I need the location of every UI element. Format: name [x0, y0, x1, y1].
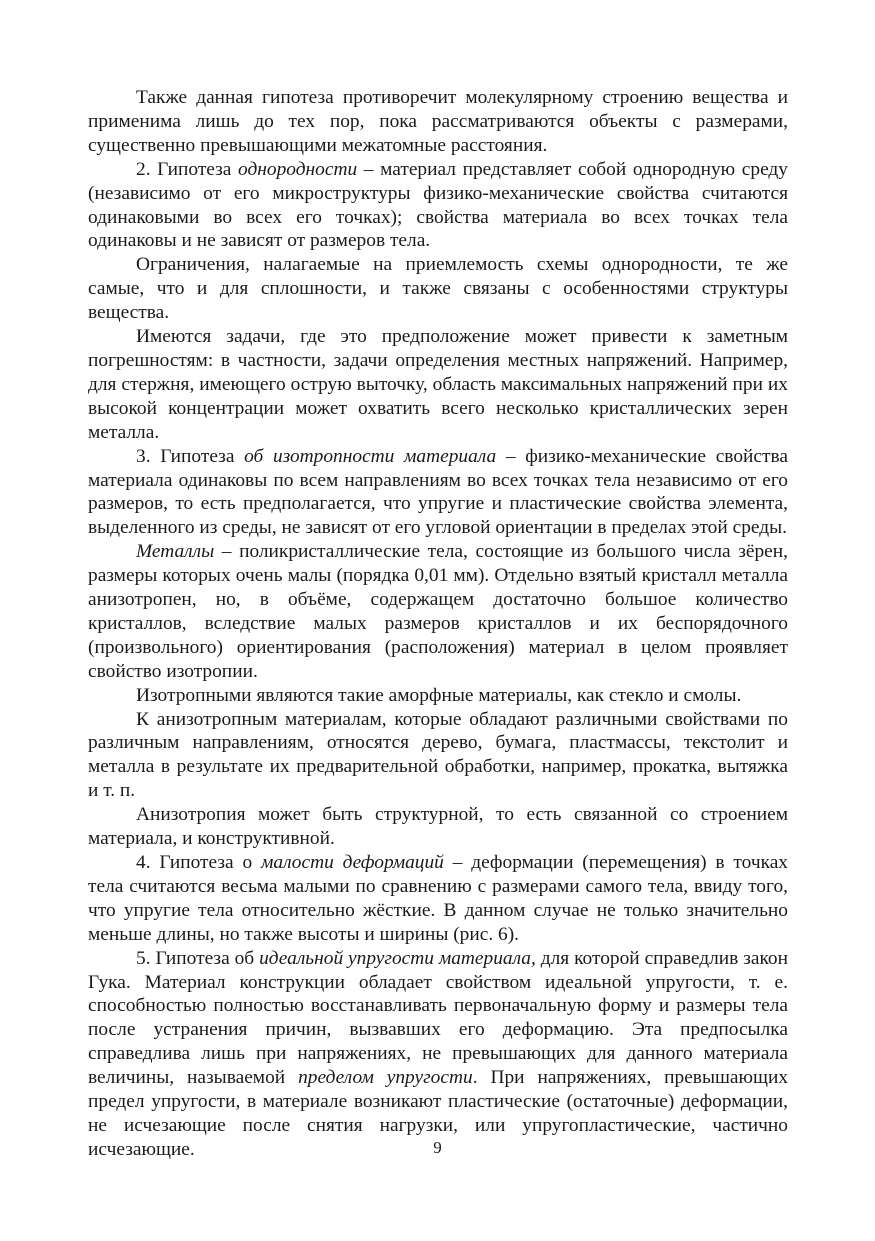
paragraph-lead: 3. Гипотеза	[136, 445, 245, 467]
italic-term: Металлы	[136, 541, 215, 563]
italic-term: однородности	[238, 158, 358, 180]
paragraph-anisotropic-materials: К анизотропным материалам, которые обладают различными свойствами по различным направлениям, относятся дерево, бумага, пластмассы, текстолит и металла в результате их предварительной обработки, например, прокатка, вытяжка и т. п.	[88, 708, 788, 802]
paragraph-local-stress: Имеются задачи, где это предположение может привести к заметным погрешностям: в частности, задачи определения местных напряжений. Например, для стержня, имеющего острую выточку, область максимальных напряжений при их высокой концентрации может охватить всего несколько кристаллических зерен металла.	[88, 326, 788, 443]
paragraph-lead: 2. Гипотеза	[136, 158, 239, 180]
paragraph-homogeneity	[88, 158, 788, 254]
paragraph-middle: для которой справедлив закон Гука. Материал конструкции обладает свойством идеальной упругости, т. е. способностью полностью восстанавливать первоначальную форму и размеры тела после устранения причин, вызвавших его деформацию. Эта предпосылка справедлива лишь при напряжениях, не превышающих для данного материала величины, называемой	[88, 947, 789, 1089]
paragraph-anisotropy-kinds: Анизотропия может быть структурной, то есть связанной со строением материала, и конструктивной.	[88, 804, 788, 850]
paragraph-metals	[88, 540, 788, 683]
italic-term: малости деформаций	[261, 852, 444, 873]
page-number: 9	[433, 1138, 442, 1157]
paragraph-small-deformations	[88, 851, 788, 947]
paragraph-rest: – физико-механические свойства материала одинаковы по всем направлениям во всех точках тела независимо от его размеров, то есть предполагается, что упругие и пластические свойства элемента, выделенного из среды, не зависят от его угловой ориентации в пределах этой среды.	[88, 445, 788, 539]
italic-term: об изотропности материала	[244, 445, 497, 467]
paragraph-rest: – поликристаллические тела, состоящие из большого числа зёрен, размеры которых очень малы (порядка 0,01 мм). Отдельно взятый кристалл металла анизотропен, но, в объёме, содержащем достаточно большое количество кристаллов, вследствие малых размеров кристаллов и их беспорядочного (произвольного) ориентирования (расположения) материал в целом проявляет свойство изотропии.	[88, 541, 788, 682]
italic-term: идеальной упругости материала,	[259, 947, 536, 969]
page-body	[88, 86, 788, 1162]
paragraph-isotropic-materials: Изотропными являются такие аморфные материалы, как стекло и смолы.	[136, 684, 742, 706]
paragraph-rest: – деформации (перемещения) в точках тела считаются весьма малыми по сравнению с размерами самого тела, ввиду того, что упругие тела относительно жёсткие. В данном случае не только значительно меньше длины, но также высоты и ширины (рис. 6).	[88, 852, 789, 945]
paragraph-molecular: Также данная гипотеза противоречит молекулярному строению вещества и применима лишь до тех пор, пока рассматриваются объекты с размерами, существенно превышающими межатомные расстояния.	[88, 87, 788, 156]
paragraph-rest: . При напряжениях, превышающих предел упругости, в материале возникают пластические (остаточные) деформации, не исчезающие после снятия нагрузки, или упругопластические, частично исчезающие.	[88, 1067, 789, 1160]
paragraph-isotropy	[88, 445, 788, 541]
italic-term: пределом упругости	[298, 1067, 473, 1089]
paragraph-rest: – материал представляет собой однородную среду (независимо от его микроструктуры физико-механические свойства считаются одинаковыми во всех его точках); свойства материала во всех точках тела одинаковы и не зависят от размеров тела.	[88, 158, 788, 252]
paragraph-lead: 4. Гипотеза о	[136, 852, 261, 873]
paragraph-ideal-elasticity	[88, 947, 788, 1162]
paragraph-lead: 5. Гипотеза об	[136, 947, 260, 969]
paragraph-restrictions: Ограничения, налагаемые на приемлемость схемы однородности, те же самые, что и для сплошности, и также связаны с особенностями структуры вещества.	[88, 254, 788, 324]
